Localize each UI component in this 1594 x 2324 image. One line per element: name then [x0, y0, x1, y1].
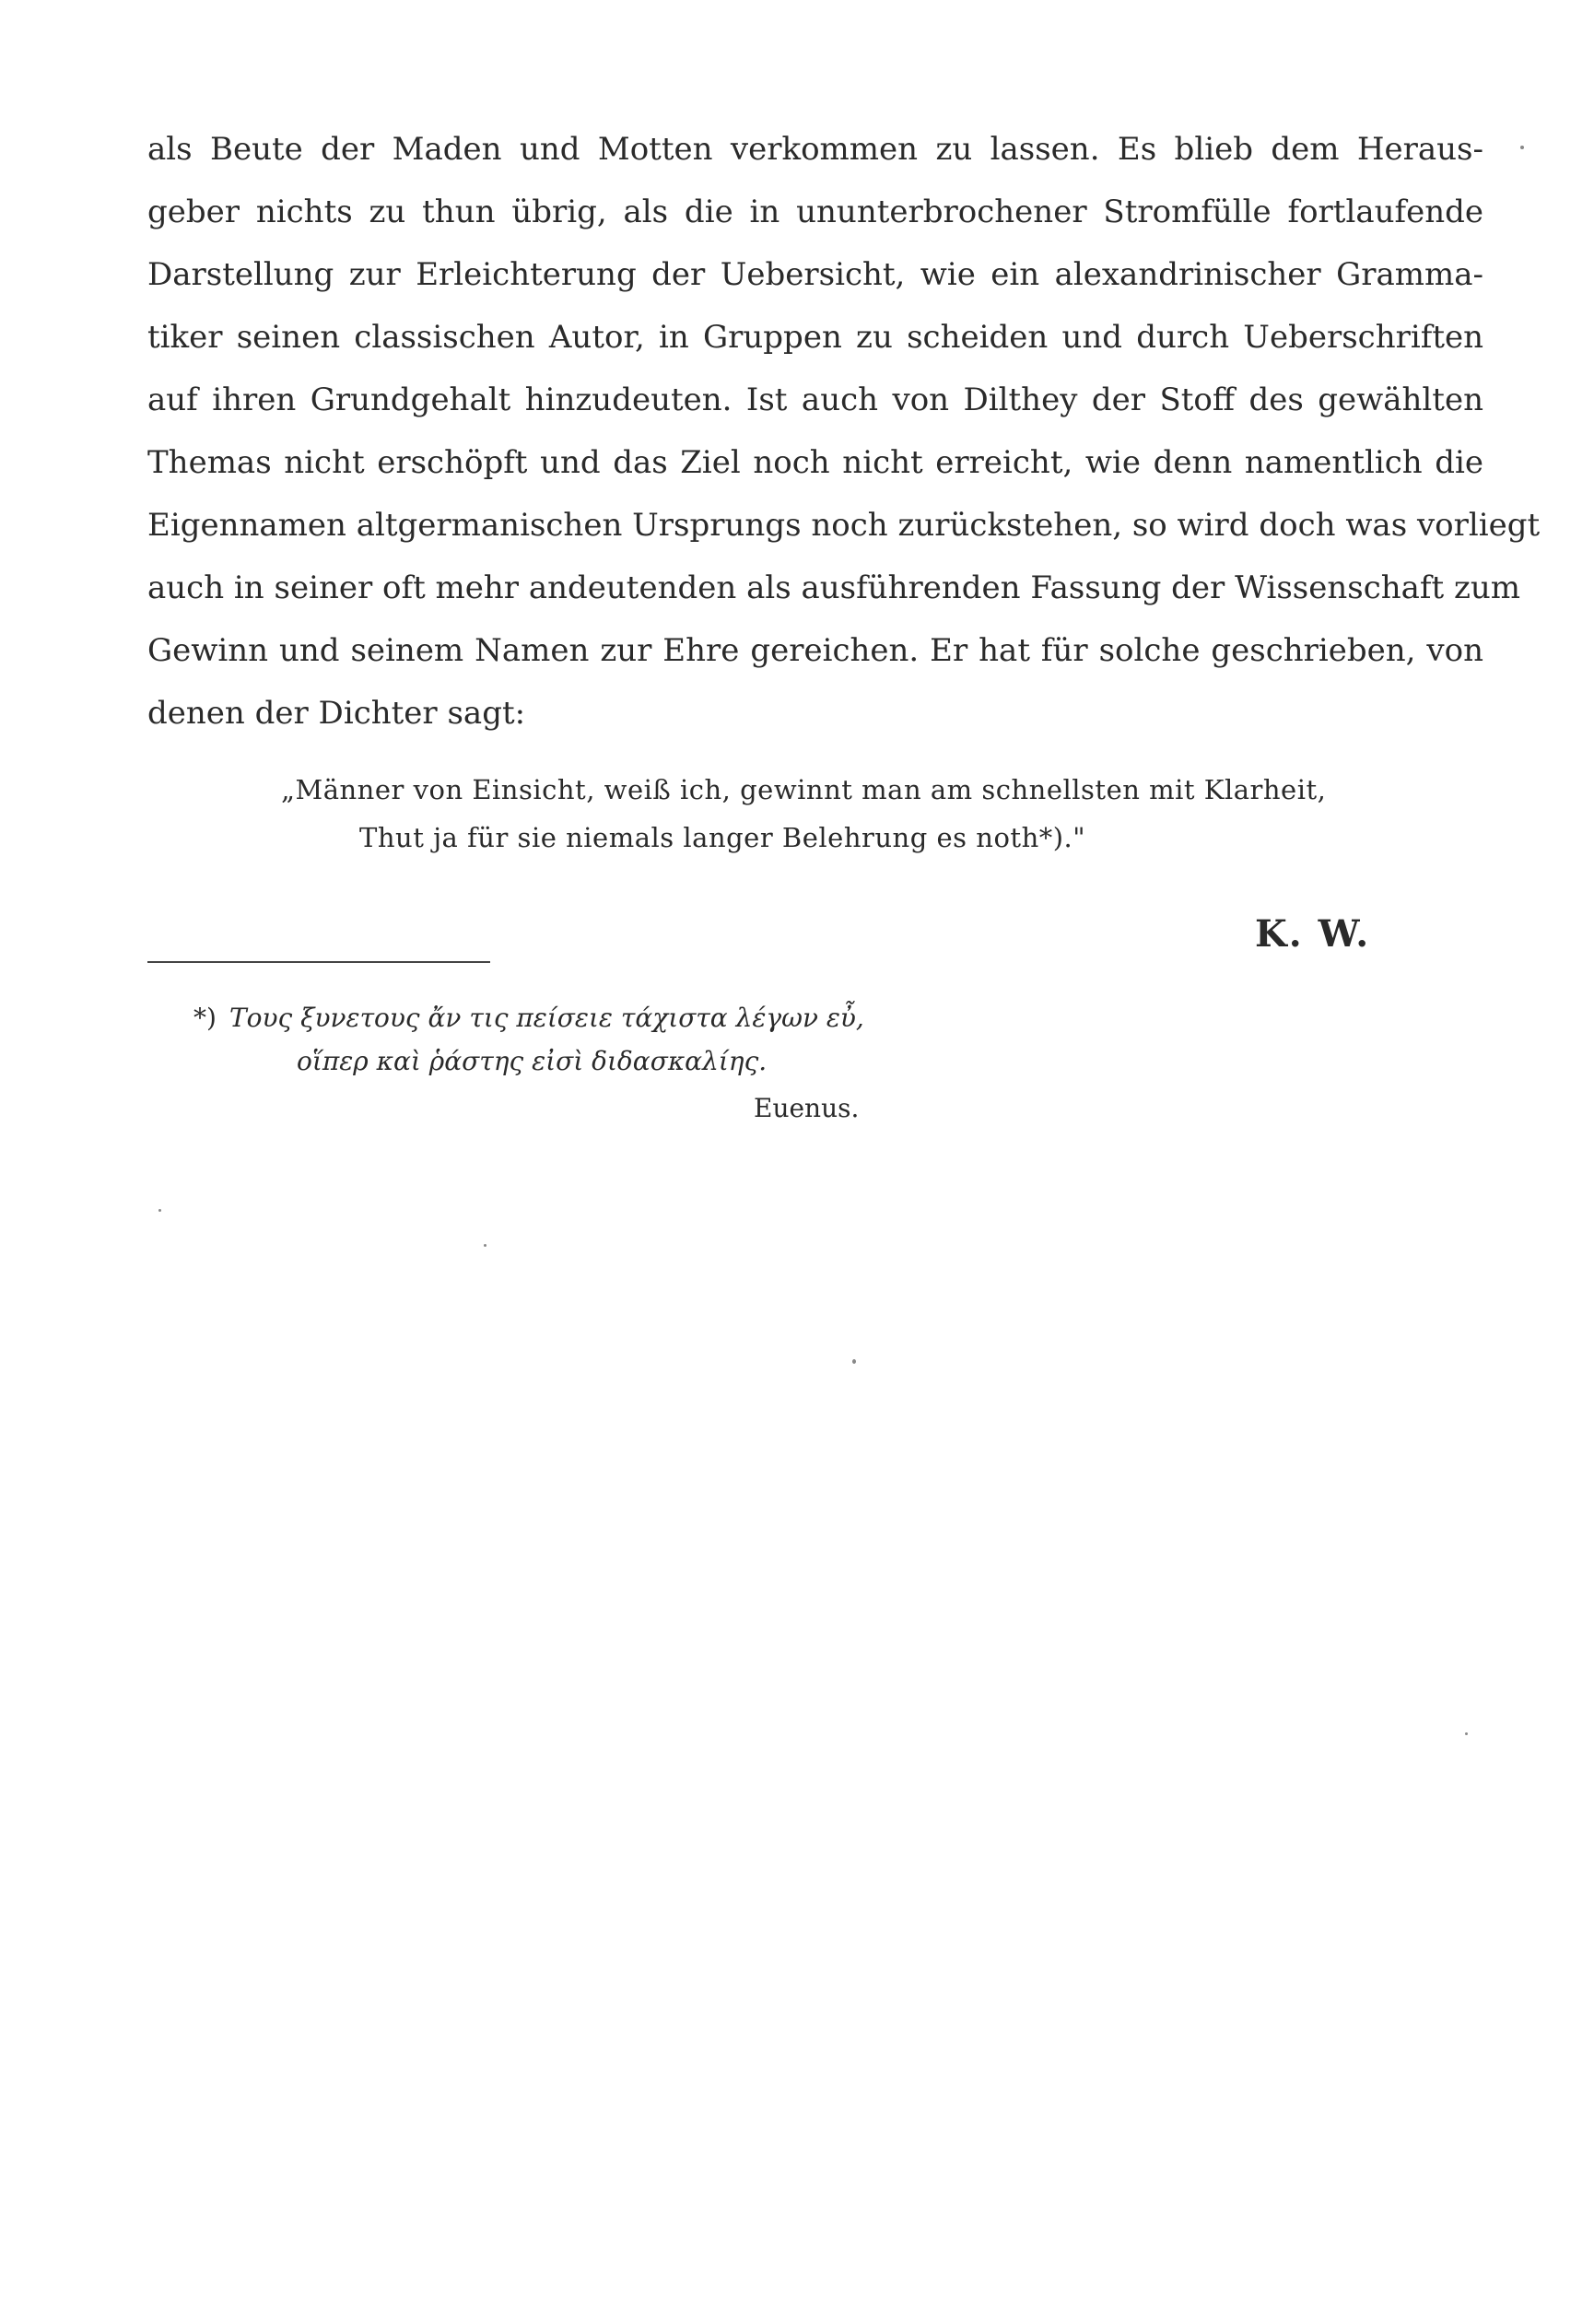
footnote-marker: *)	[193, 1003, 217, 1033]
paper-speck	[1465, 1732, 1468, 1735]
text-line: auf ihren Grundgehalt hinzudeuten. Ist auch von Dilthey der Stoff des gewählten	[147, 381, 1483, 418]
verse-line: „Männer von Einsicht, weiß ich, gewinnt man am schnellsten mit Klarheit,	[281, 774, 1327, 805]
paper-speck	[484, 1244, 486, 1247]
text-line: Eigennamen altgermanischen Ursprungs noch zurückstehen, so wird doch was vorliegt	[147, 507, 1541, 544]
paper-speck	[158, 1209, 161, 1212]
text-line: Darstellung zur Erleichterung der Uebersicht, wie ein alexandrinischer Gramma-	[147, 256, 1483, 293]
paper-speck	[852, 1359, 856, 1364]
text-line: Gewinn und seinem Namen zur Ehre gereichen. Er hat für solche geschrieben, von	[147, 632, 1483, 669]
text-line: denen der Dichter sagt:	[147, 695, 526, 732]
paper-speck	[1520, 146, 1524, 149]
footnote-author: Euenus.	[754, 1093, 860, 1123]
footnote-line	[193, 997, 864, 1039]
text-line: als Beute der Maden und Motten verkommen zu lassen. Es blieb dem Heraus-	[147, 131, 1483, 168]
main-paragraph	[147, 118, 1541, 745]
footnote-greek-text: Τους ξυνετους ἄν τις πείσειε τάχιστα λέγων εὖ,	[229, 1003, 864, 1033]
text-line: tiker seinen classischen Autor, in Gruppen zu scheiden und durch Ueberschriften	[147, 319, 1483, 356]
signature-initials: K. W.	[1255, 912, 1371, 956]
text-line: geber nichts zu thun übrig, als die in ununterbrochener Stromfülle fortlaufende	[147, 194, 1483, 230]
footnote-divider	[147, 961, 490, 963]
text-line: Themas nicht erschöpft und das Ziel noch nicht erreicht, wie denn namentlich die	[147, 444, 1483, 481]
text-line: auch in seiner oft mehr andeutenden als ausführenden Fassung der Wissenschaft zum	[147, 569, 1521, 606]
verse-line: Thut ja für sie niemals langer Belehrung es noth*)."	[359, 822, 1086, 853]
footnote-line: οἵπερ καὶ ῥάστης εἰσὶ διδασκαλίης.	[297, 1046, 768, 1076]
